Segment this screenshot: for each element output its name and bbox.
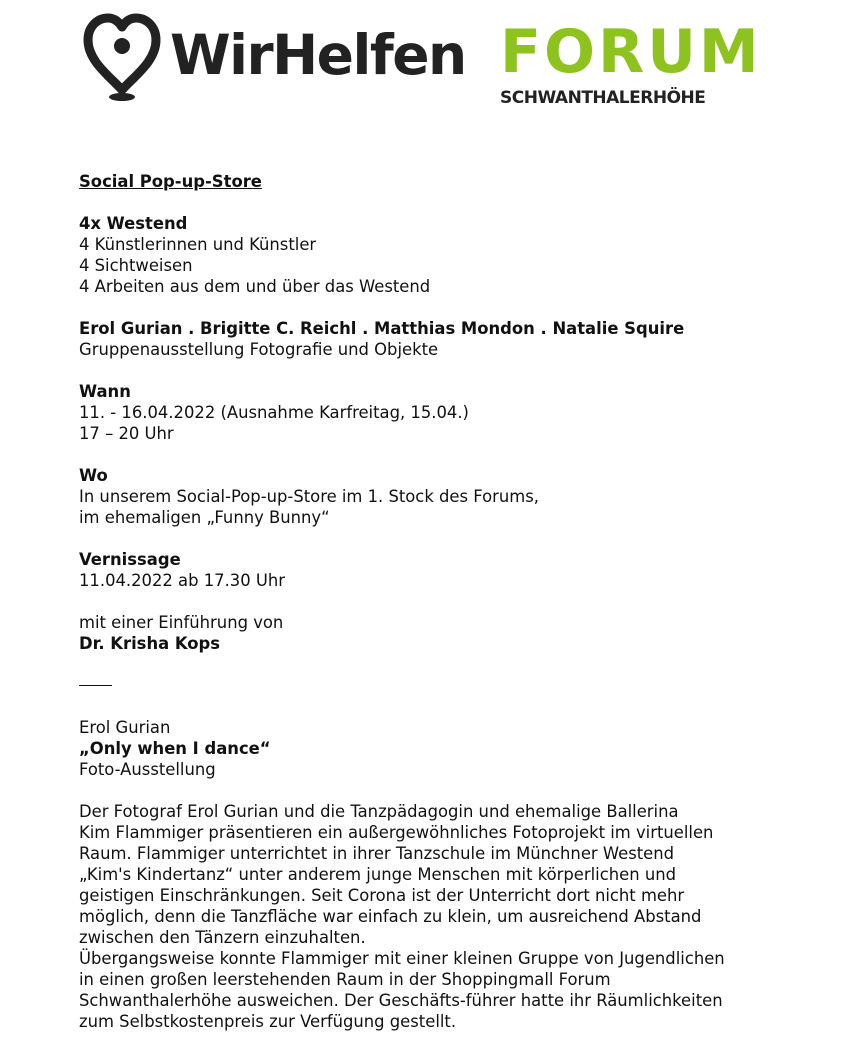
wo-heading: Wo <box>79 466 108 485</box>
wo-line: im ehemaligen „Funny Bunny“ <box>79 508 330 527</box>
heart-pin-icon <box>82 12 162 104</box>
description-line: in einen großen leerstehenden Raum in der Shoppingmall Forum <box>79 970 611 989</box>
wann-heading: Wann <box>79 382 131 401</box>
wirhelfen-logo <box>82 12 466 104</box>
description-line: zum Selbstkostenpreis zur Verfügung gestellt. <box>79 1012 457 1031</box>
exhibit-description <box>79 801 779 1032</box>
intro-line: 4 Sichtweisen <box>79 256 193 275</box>
exhibition-subtitle: Gruppenausstellung Fotografie und Objekte <box>79 340 439 359</box>
separator-line <box>79 685 112 686</box>
document-body <box>79 171 779 1032</box>
description-line: geistigen Einschränkungen. Seit Corona ist der Unterricht dort nicht mehr <box>79 886 685 905</box>
forum-wordmark: FORUM <box>500 17 762 87</box>
wann-time: 17 – 20 Uhr <box>79 424 174 443</box>
introduction-speaker: Dr. Krisha Kops <box>79 634 221 653</box>
intro-line: 4 Arbeiten aus dem und über das Westend <box>79 277 431 296</box>
forum-logo <box>500 17 762 114</box>
exhibit-title: „Only when I dance“ <box>79 739 271 758</box>
exhibit-type: Foto-Ausstellung <box>79 760 216 779</box>
description-line: Schwanthalerhöhe ausweichen. Der Geschäfts-führer hatte ihr Räumlichkeiten <box>79 991 723 1010</box>
description-line: möglich, denn die Tanzfläche war einfach zu klein, um ausreichend Abstand <box>79 907 702 926</box>
artist-names: Erol Gurian . Brigitte C. Reichl . Matthias Mondon . Natalie Squire <box>79 319 685 338</box>
doc-title: Social Pop-up-Store <box>79 172 262 191</box>
vernissage-date: 11.04.2022 ab 17.30 Uhr <box>79 571 285 590</box>
vernissage-heading: Vernissage <box>79 550 181 569</box>
intro-heading: 4x Westend <box>79 214 188 233</box>
description-line: zwischen den Tänzern einzuhalten. <box>79 928 366 947</box>
forum-subtitle: SCHWANTHALERHÖHE <box>500 88 706 108</box>
exhibit-artist: Erol Gurian <box>79 718 171 737</box>
description-line: Kim Flammiger präsentieren ein außergewöhnliches Fotoprojekt im virtuellen <box>79 823 714 842</box>
description-line: Übergangsweise konnte Flammiger mit einer kleinen Gruppe von Jugendlichen <box>79 949 725 968</box>
wo-line: In unserem Social-Pop-up-Store im 1. Stock des Forums, <box>79 487 539 506</box>
wirhelfen-wordmark: WirHelfen <box>170 23 466 87</box>
wann-dates: 11. - 16.04.2022 (Ausnahme Karfreitag, 15.04.) <box>79 403 469 422</box>
introduction-text: mit einer Einführung von <box>79 613 284 632</box>
description-line: Raum. Flammiger unterrichtet in ihrer Tanzschule im Münchner Westend <box>79 844 675 863</box>
description-line: „Kim's Kindertanz“ unter anderem junge Menschen mit körperlichen und <box>79 865 677 884</box>
description-line: Der Fotograf Erol Gurian und die Tanzpädagogin und ehemalige Ballerina <box>79 802 679 821</box>
intro-line: 4 Künstlerinnen und Künstler <box>79 235 317 254</box>
